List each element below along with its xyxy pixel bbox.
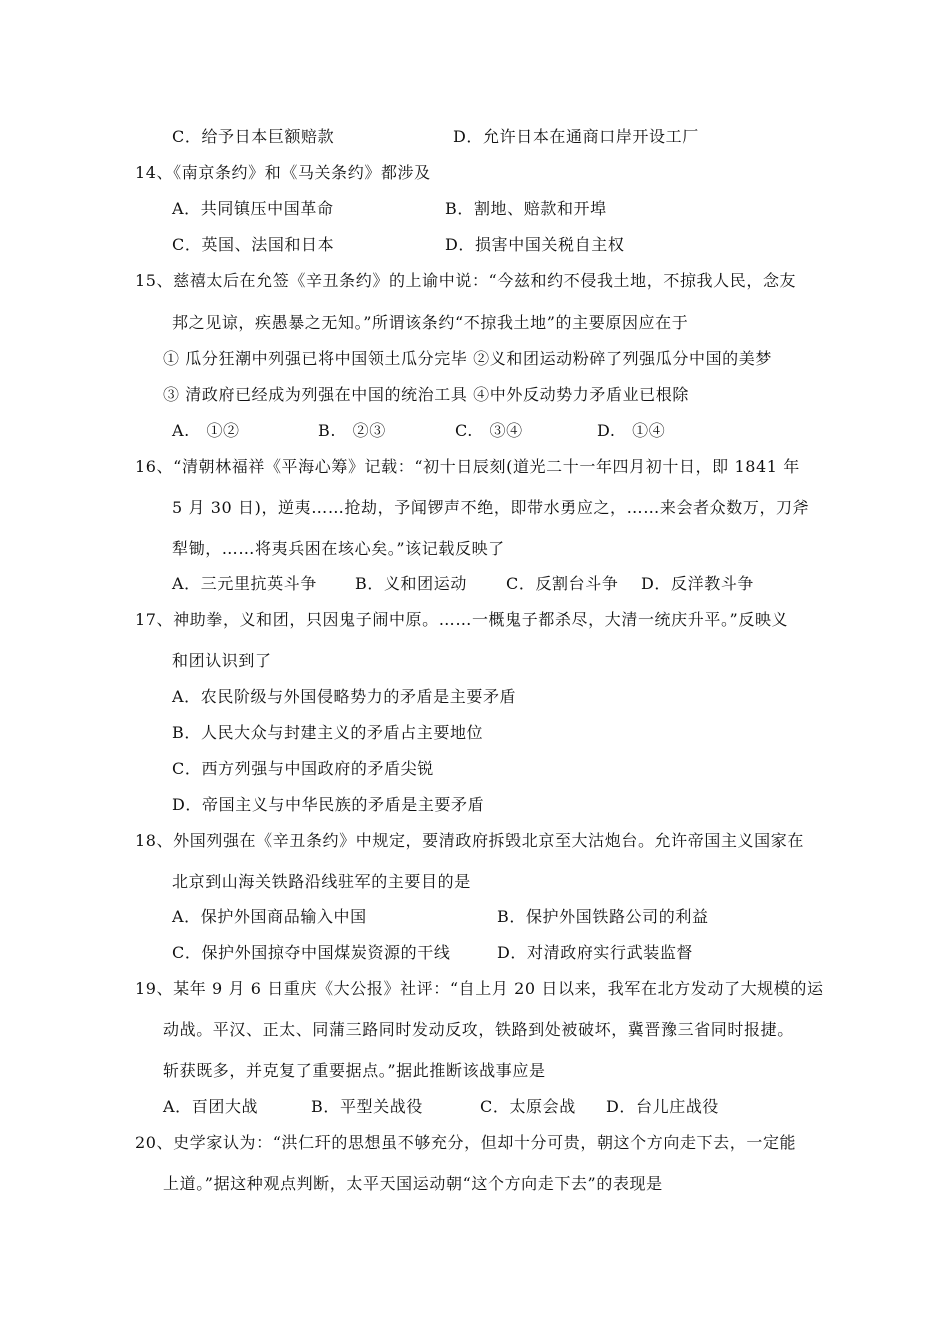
q19-stem-line3: 斩获既多，并克复了重要据点。”据此推断该战事应是 [163, 1061, 546, 1080]
q17-option-c: C．西方列强与中国政府的矛盾尖锐 [172, 759, 434, 778]
q14-option-b: B．割地、赔款和开埠 [445, 199, 607, 218]
q16-option-c: C．反割台斗争 [506, 574, 619, 593]
q18-option-d: D．对清政府实行武装监督 [497, 943, 694, 962]
q14-option-a: A．共同镇压中国革命 [172, 199, 334, 218]
q15-statements-3-4: ③ 清政府已经成为列强在中国的统治工具 ④中外反动势力矛盾业已根除 [163, 385, 689, 404]
q19-option-b: B．平型关战役 [311, 1097, 423, 1116]
q17-stem-line2: 和团认识到了 [172, 651, 272, 670]
q15-stem-line2: 邦之见谅，疾愚暴之无知。”所谓该条约“不掠我土地”的主要原因应在于 [172, 313, 689, 332]
q19-stem-line2: 动战。平汉、正太、同蒲三路同时发动反攻，铁路到处被破坏，冀晋豫三省同时报捷。 [163, 1020, 794, 1039]
q14-option-d: D．损害中国关税自主权 [445, 235, 625, 254]
q15-option-b: B. ②③ [318, 421, 386, 440]
q14-option-c: C．英国、法国和日本 [172, 235, 335, 254]
q16-stem-line3: 犁锄，……将夷兵困在垓心矣。”该记载反映了 [172, 539, 505, 558]
q19-stem-line1: 19、某年 9 月 6 日重庆《大公报》社评：“自上月 20 日以来，我军在北方发动了大规模的运 [135, 979, 824, 998]
q16-option-b: B．义和团运动 [355, 574, 467, 593]
q20-stem-line2: 上道。”据这种观点判断，太平天国运动朝“这个方向走下去”的表现是 [163, 1174, 663, 1193]
q17-option-a: A．农民阶级与外国侵略势力的矛盾是主要矛盾 [172, 687, 517, 706]
q14-stem: 14、《南京条约》和《马关条约》都涉及 [135, 163, 431, 182]
q15-option-c: C. ③④ [455, 421, 523, 440]
q20-stem-line1: 20、史学家认为：“洪仁玕的思想虽不够充分，但却十分可贵，朝这个方向走下去，一定能 [135, 1133, 797, 1152]
q13-option-c: C．给予日本巨额赔款 [172, 127, 335, 146]
q13-option-d: D．允许日本在通商口岸开设工厂 [453, 127, 699, 146]
q15-option-d: D. ①④ [597, 421, 666, 440]
q19-option-a: A．百团大战 [163, 1097, 259, 1116]
q18-option-c: C．保护外国掠夺中国煤炭资源的干线 [172, 943, 451, 962]
q19-option-c: C．太原会战 [480, 1097, 576, 1116]
q19-option-d: D．台儿庄战役 [606, 1097, 720, 1116]
q18-stem-line2: 北京到山海关铁路沿线驻军的主要目的是 [172, 872, 471, 891]
q16-stem-line2: 5 月 30 日)，逆夷……抢劫，予闻锣声不绝，即带水勇应之，……来会者众数万，刀斧 [172, 498, 810, 517]
q17-stem-line1: 17、神助拳，义和团，只因鬼子闹中原。……一概鬼子都杀尽，大清一统庆升平。”反映义 [135, 610, 789, 629]
q16-option-a: A．三元里抗英斗争 [172, 574, 317, 593]
q17-option-b: B．人民大众与封建主义的矛盾占主要地位 [172, 723, 484, 742]
q17-option-d: D．帝国主义与中华民族的矛盾是主要矛盾 [172, 795, 485, 814]
q15-statements-1-2: ① 瓜分狂潮中列强已将中国领土瓜分完毕 ②义和团运动粉碎了列强瓜分中国的美梦 [163, 349, 772, 368]
q16-stem-line1: 16、“清朝林福祥《平海心筹》记载：“初十日辰刻(道光二十一年四月初十日，即 1841 年 [135, 457, 800, 476]
q18-option-a: A．保护外国商品输入中国 [172, 907, 367, 926]
q18-option-b: B．保护外国铁路公司的利益 [497, 907, 709, 926]
q18-stem-line1: 18、外国列强在《辛丑条约》中规定，要清政府拆毁北京至大沽炮台。允许帝国主义国家在 [135, 831, 804, 850]
q15-stem-line1: 15、慈禧太后在允签《辛丑条约》的上谕中说：“今兹和约不侵我土地，不掠我人民，念友 [135, 271, 797, 290]
q16-option-d: D．反洋教斗争 [641, 574, 755, 593]
q15-option-a: A. ①② [172, 421, 240, 440]
